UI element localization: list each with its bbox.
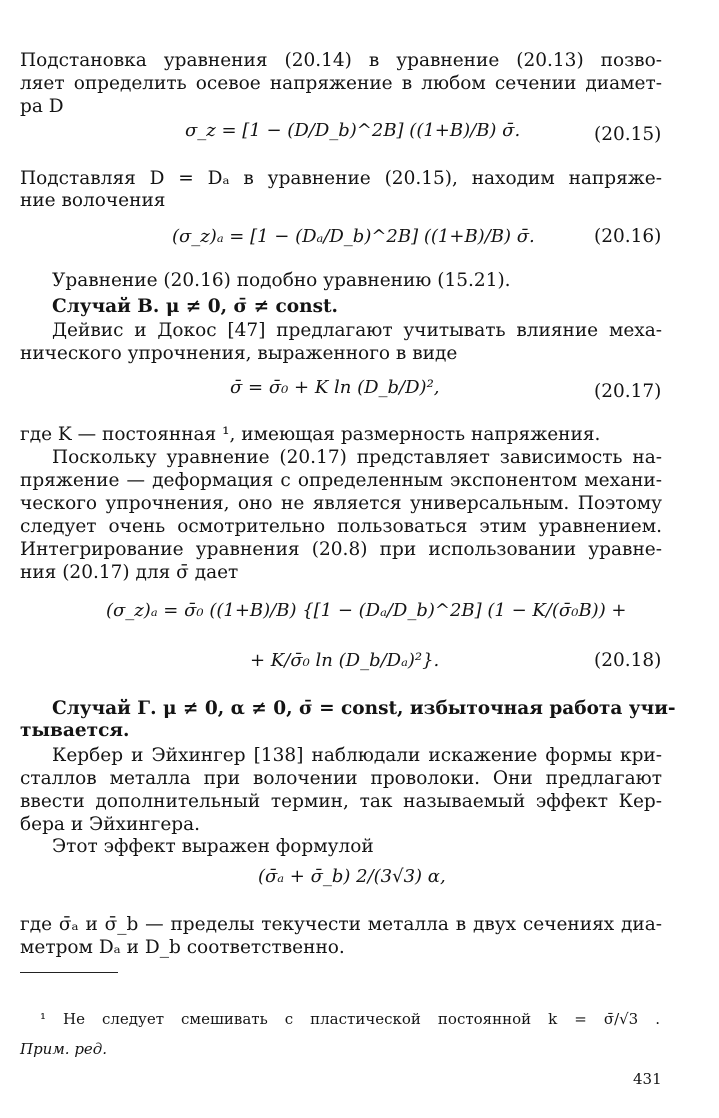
paragraph-line: ляет определить осевое напряжение в любом сечении диамет- xyxy=(20,73,662,94)
footnote-divider xyxy=(20,972,118,973)
paragraph-line: где K — постоянная ¹, имеющая размерность напряжения. xyxy=(20,424,601,445)
paragraph-line: пряжение — деформация с определенным экспонентом механи- xyxy=(20,470,662,491)
footnote-text: ¹ Не следует смешивать с пластической постоянной k = σ̄/√3 . xyxy=(40,1010,660,1028)
paragraph-line: ввести дополнительный термин, так называемый эффект Кер- xyxy=(20,791,662,812)
footnote-editor-note: Прим. ред. xyxy=(20,1040,108,1058)
paragraph-line: Интегрирование уравнения (20.8) при использовании уравне- xyxy=(20,539,662,560)
effect-formula: (σ̄ₐ + σ̄_b) 2/(3√3) α, xyxy=(258,866,446,887)
paragraph-line: ческого упрочнения, оно не является универсальным. Поэтому xyxy=(20,493,662,514)
equation-20-15: σ_z = [1 − (D/D_b)^2B] ((1+B)/B) σ̄. xyxy=(185,120,521,141)
section-heading: Случай Г. μ ≠ 0, α ≠ 0, σ̄ = const, избыточная работа учи- xyxy=(52,698,676,719)
section-heading: тывается. xyxy=(20,720,130,741)
paragraph-line: ние волочения xyxy=(20,190,166,211)
paragraph-line: Этот эффект выражен формулой xyxy=(52,836,374,857)
paragraph-line: Поскольку уравнение (20.17) представляет зависимость на- xyxy=(52,447,662,468)
equation-20-16: (σ_z)ₐ = [1 − (Dₐ/D_b)^2B] ((1+B)/B) σ̄. xyxy=(172,226,535,247)
paragraph-line: ра D xyxy=(20,96,64,117)
paragraph-line: где σ̄ₐ и σ̄_b — пределы текучести металла в двух сечениях диа- xyxy=(20,914,662,935)
equation-number: (20.18) xyxy=(594,650,662,671)
equation-number: (20.15) xyxy=(594,124,662,145)
equation-number: (20.17) xyxy=(594,381,662,402)
paragraph-line: Дейвис и Докос [47] предлагают учитывать влияние меха- xyxy=(52,320,662,341)
equation-20-18-line-2: + K/σ̄₀ ln (D_b/Dₐ)²}. xyxy=(250,650,440,671)
paragraph-line: нического упрочнения, выраженного в виде xyxy=(20,343,458,364)
paragraph-line: бера и Эйхингера. xyxy=(20,814,201,835)
paragraph-line: Уравнение (20.16) подобно уравнению (15.21). xyxy=(52,270,511,291)
paragraph-line: ния (20.17) для σ̄ дает xyxy=(20,562,239,583)
paragraph-line: Подстановка уравнения (20.14) в уравнение (20.13) позво- xyxy=(20,50,662,71)
equation-number: (20.16) xyxy=(594,226,662,247)
paragraph-line: Кербер и Эйхингер [138] наблюдали искажение формы кри- xyxy=(52,745,662,766)
paragraph-line: Подставляя D = Dₐ в уравнение (20.15), находим напряже- xyxy=(20,168,662,189)
equation-20-18-line-1: (σ_z)ₐ = σ̄₀ ((1+B)/B) {[1 − (Dₐ/D_b)^2B] (1 − K/(σ̄₀B)) + xyxy=(106,600,627,621)
paragraph-line: метром Dₐ и D_b соответственно. xyxy=(20,937,345,958)
page-number: 431 xyxy=(633,1070,662,1088)
equation-20-17: σ̄ = σ̄₀ + K ln (D_b/D)², xyxy=(230,377,440,398)
paragraph-line: следует очень осмотрительно пользоваться этим уравнением. xyxy=(20,516,662,537)
section-heading: Случай В. μ ≠ 0, σ̄ ≠ const. xyxy=(52,296,338,317)
paragraph-line: сталлов металла при волочении проволоки. Они предлагают xyxy=(20,768,662,789)
